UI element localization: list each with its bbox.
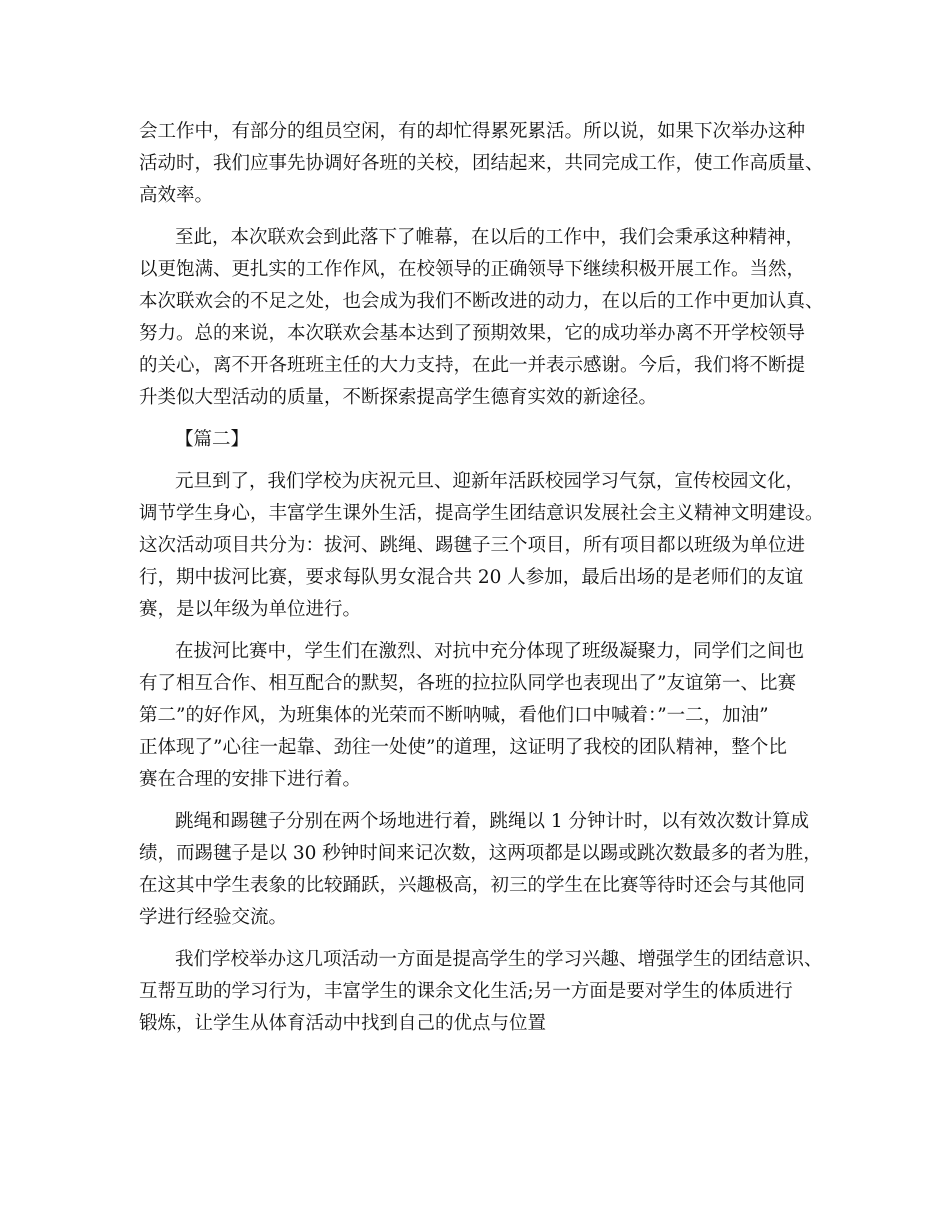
text-line: 本次联欢会的不足之处，也会成为我们不断改进的动力，在以后的工作中更加认真、 [139,291,824,312]
text-line: 调节学生身心，丰富学生课外生活，提高学生团结意识发展社会主义精神文明建设。 [139,503,824,524]
text-line: 的关心，离不开各班班主任的大力支持，在此一并表示感谢。今后，我们将不断提 [139,355,806,376]
paragraph-4 [139,636,829,796]
text-line: 努力。总的来说，本次联欢会基本达到了预期效果，它的成功举办离不开学校领导 [139,323,806,344]
text-line: 学进行经验交流。 [139,907,288,928]
text-line: 这次活动项目共分为：拔河、跳绳、踢毽子三个项目，所有项目都以班级为单位进 [139,535,806,556]
paragraph-3 [139,466,829,626]
text-line: 赛在合理的安排下进行着。 [139,769,362,790]
text-line: 第二”的好作风，为班集体的光荣而不断呐喊，看他们口中喊着：”一二，加油” [139,705,769,726]
section-title: 【篇二】 [175,429,250,450]
text-line: 在拔河比赛中，学生们在激烈、对抗中充分体现了班级凝聚力，同学们之间也 [175,641,805,662]
text-line: 赛，是以年级为单位进行。 [139,599,362,620]
text-line: 跳绳和踢毽子分别在两个场地进行着，跳绳以 1 分钟计时，以有效次数计算成 [175,811,810,832]
text-line: 正体现了”心往一起靠、劲往一处使”的道理，这证明了我校的团队精神，整个比 [139,737,787,758]
section-heading [139,424,829,456]
paragraph-6 [139,944,829,1040]
paragraph-2 [139,222,829,414]
paragraph-5 [139,806,829,934]
text-line: 在这其中学生表象的比较踊跃，兴趣极高，初三的学生在比赛等待时还会与其他同 [139,875,806,896]
text-line: 我们学校举办这几项活动一方面是提高学生的学习兴趣、增强学生的团结意识、 [175,949,823,970]
text-line: 活动时，我们应事先协调好各班的关校，团结起来，共同完成工作，使工作高质量、 [139,153,824,174]
text-line: 绩，而踢毽子是以 30 秒钟时间来记次数，这两项都是以踢或跳次数最多的者为胜， [139,843,822,864]
text-line: 升类似大型活动的质量，不断探索提高学生德育实效的新途径。 [139,387,658,408]
text-line: 互帮互助的学习行为，丰富学生的课余文化生活;另一方面是要对学生的体质进行 [139,981,793,1002]
text-line: 行，期中拔河比赛，要求每队男女混合共 20 人参加，最后出场的是老师们的友谊 [139,567,804,588]
text-line: 会工作中，有部分的组员空闲，有的却忙得累死累活。所以说，如果下次举办这种 [139,121,806,142]
text-line: 高效率。 [139,185,214,206]
text-line: 元旦到了，我们学校为庆祝元旦、迎新年活跃校园学习气氛，宣传校园文化， [175,471,805,492]
text-line: 锻炼，让学生从体育活动中找到自己的优点与位置 [139,1013,547,1034]
text-line: 以更饱满、更扎实的工作作风，在校领导的正确领导下继续积极开展工作。当然， [139,259,806,280]
text-line: 有了相互合作、相互配合的默契，各班的拉拉队同学也表现出了”友谊第一、比赛 [139,673,796,694]
document-body [139,116,829,1040]
paragraph-1 [139,116,829,212]
text-line: 至此，本次联欢会到此落下了帷幕，在以后的工作中，我们会秉承这种精神， [175,227,805,248]
